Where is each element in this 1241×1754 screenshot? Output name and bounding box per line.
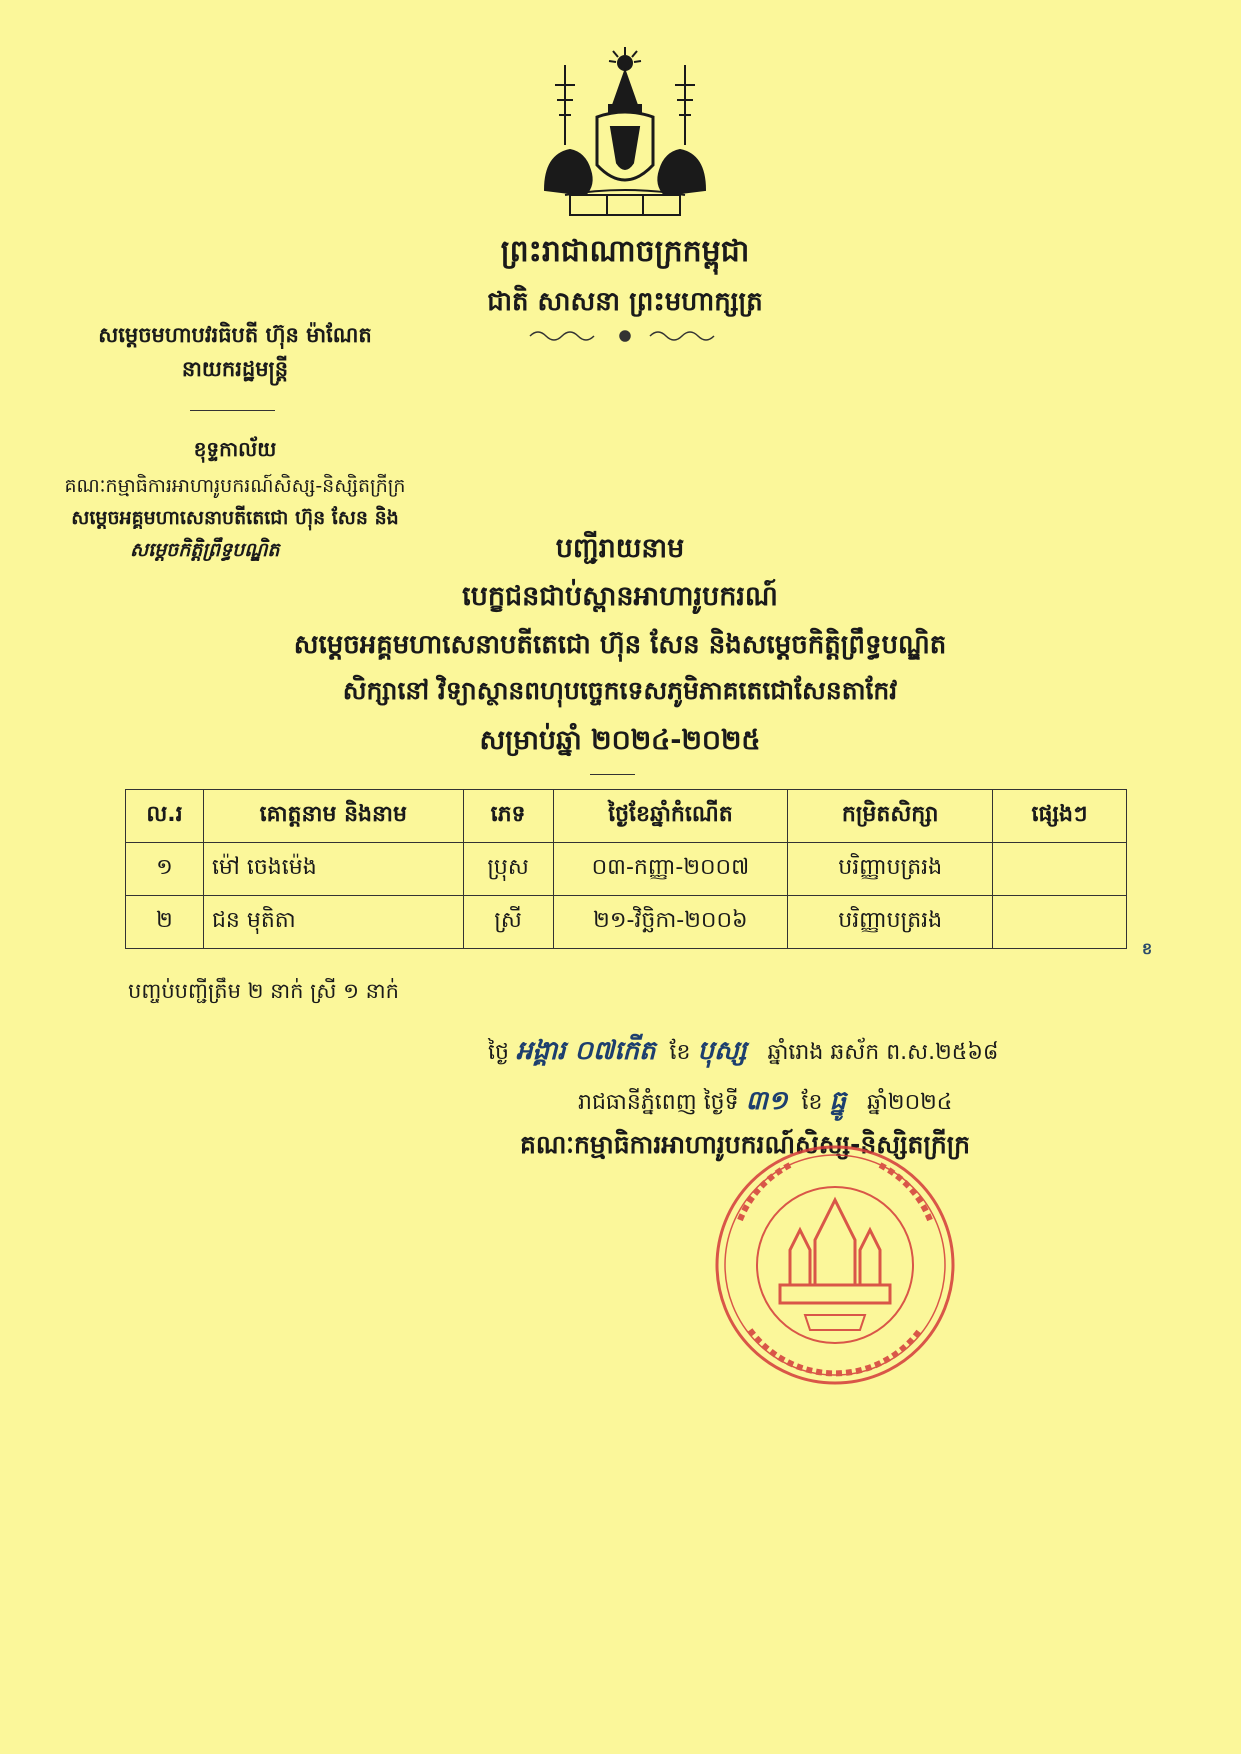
list-summary: បញ្ចប់បញ្ជីត្រឹម ២ នាក់ ស្រី ១ នាក់ xyxy=(128,979,399,1003)
lunar-date-prefix: ថ្ងៃ xyxy=(488,1040,509,1065)
lunar-date-line xyxy=(488,1034,998,1072)
document-subtitle-2: សម្តេចអគ្គមហាសេនាបតីតេជោ ហ៊ុន សែន និងសម្តេចកិត្តិព្រឹទ្ធបណ្ឌិត xyxy=(293,630,947,660)
cell-level: បរិញ្ញាបត្ររង xyxy=(788,896,993,949)
document-subtitle-1: បេក្ខជនជាប់ស្ពានអាហារូបករណ៍ xyxy=(462,581,778,612)
committee-name: គណៈកម្មាធិការអាហារូបករណ៍សិស្ស-និស្សិតក្រីក្រ xyxy=(64,475,406,497)
cell-other xyxy=(993,843,1127,896)
solar-date-prefix: រាជធានីភ្នំពេញ ថ្ងៃទី xyxy=(578,1090,739,1115)
samdech-line-1: សម្តេចអគ្គមហាសេនាបតីតេជោ ហ៊ុន សែន និង xyxy=(71,507,399,529)
cell-birthdate: ២១-វិច្ឆិកា-២០០៦ xyxy=(553,896,788,949)
title-divider xyxy=(590,774,635,775)
cell-name: ម៉ៅ ចេងម៉េង xyxy=(203,843,463,896)
handwritten-lunar-month: បុស្ស xyxy=(697,1036,747,1066)
header-no: ល.រ xyxy=(126,790,204,843)
table-row xyxy=(126,896,1127,949)
lunar-year: ឆ្នាំរោង ឆស័ក ព.ស.២៥៦៨ xyxy=(767,1040,999,1065)
national-motto: ជាតិ សាសនា ព្រះមហាក្សត្រ xyxy=(487,287,763,317)
cell-gender: ស្រី xyxy=(463,896,553,949)
cell-birthdate: ០៣-កញ្ញា-២០០៧ xyxy=(553,843,788,896)
royal-coat-of-arms-emblem xyxy=(525,45,725,225)
header-gender: ភេទ xyxy=(463,790,553,843)
solar-month-label: ខែ xyxy=(801,1090,823,1115)
margin-mark: ខ xyxy=(1142,939,1153,958)
header-level: កម្រិតសិក្សា xyxy=(788,790,993,843)
solar-date-line xyxy=(578,1084,952,1122)
solar-year: ឆ្នាំ២០២៤ xyxy=(866,1090,953,1115)
handwritten-lunar-day: អង្គារ ០៧កើត xyxy=(515,1036,656,1066)
lunar-month-label: ខែ xyxy=(669,1040,691,1065)
table-header-row xyxy=(126,790,1127,843)
cell-name: ជន មុតិតា xyxy=(203,896,463,949)
cell-no: ១ xyxy=(126,843,204,896)
table-row xyxy=(126,843,1127,896)
samdech-line-2: សម្តេចកិត្តិព្រឹទ្ធបណ្ឌិត xyxy=(130,539,280,561)
handwritten-solar-month: ធ្នូ xyxy=(829,1086,846,1116)
prime-minister-title: នាយករដ្ឋមន្ត្រី xyxy=(181,357,289,381)
left-block-divider xyxy=(190,410,275,411)
document-subtitle-3: សិក្សានៅ វិទ្យាស្ថានពហុបច្ចេកទេសភូមិភាគតេជោសែនតាកែវ xyxy=(342,676,898,705)
cabinet-office-label: ខុទ្ទកាល័យ xyxy=(193,437,277,461)
header-name: គោត្តនាម និងនាម xyxy=(203,790,463,843)
candidate-table xyxy=(125,789,1127,949)
document-title: បញ្ជីរាយនាម xyxy=(555,533,685,564)
prime-minister-name: សម្តេចមហាបវរធិបតី ហ៊ុន ម៉ាណែត xyxy=(98,323,372,347)
header-other: ផ្សេងៗ xyxy=(993,790,1127,843)
decorative-ornament xyxy=(525,326,725,346)
cell-gender: ប្រុស xyxy=(463,843,553,896)
header-birthdate: ថ្ងៃខែឆ្នាំកំណើត xyxy=(553,790,788,843)
signing-committee: គណៈកម្មាធិការអាហារូបករណ៍សិស្ស-និស្សិតក្រីក្រ xyxy=(520,1130,971,1159)
cell-level: បរិញ្ញាបត្ររង xyxy=(788,843,993,896)
kingdom-title: ព្រះរាជាណាចក្រកម្ពុជា xyxy=(500,234,750,269)
document-academic-year: សម្រាប់ឆ្នាំ ២០២៤-២០២៥ xyxy=(479,725,761,756)
cell-no: ២ xyxy=(126,896,204,949)
cell-other xyxy=(993,896,1127,949)
handwritten-solar-day: ៣១ xyxy=(745,1086,788,1116)
official-red-seal-stamp xyxy=(710,1140,960,1390)
